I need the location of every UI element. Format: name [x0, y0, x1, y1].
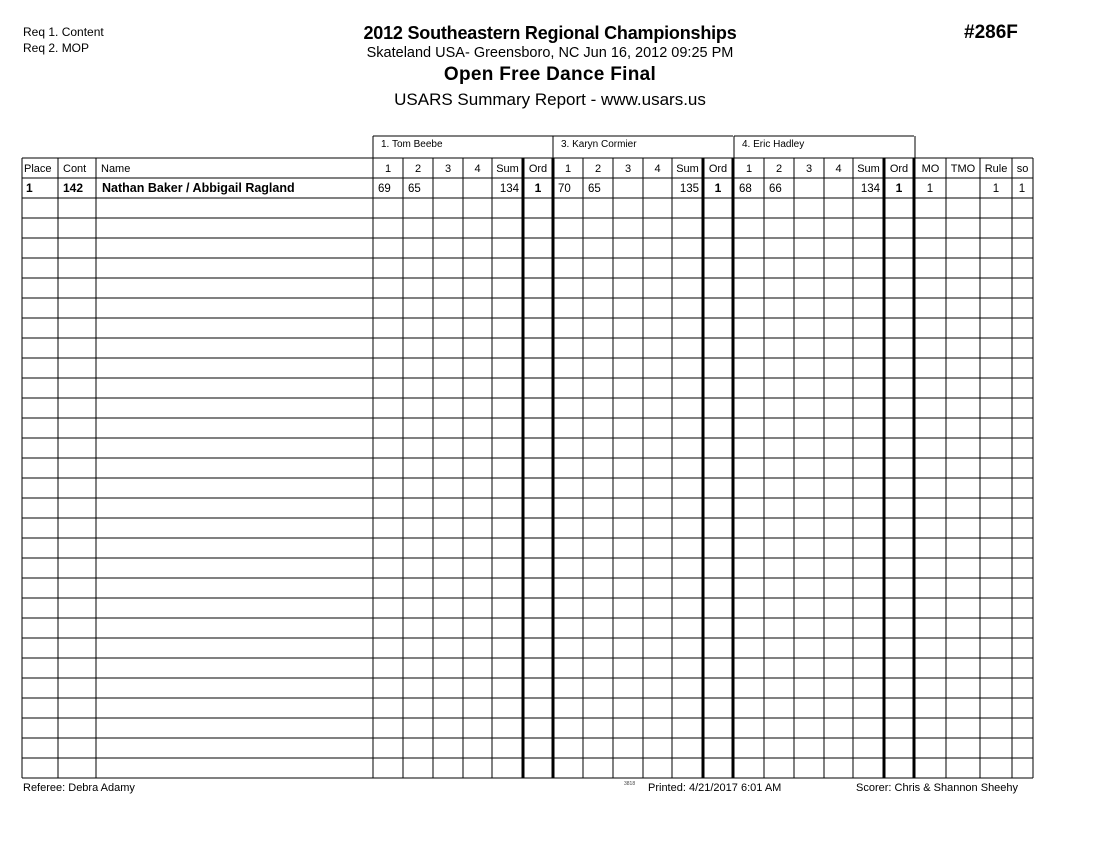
- col-header-score: 2: [414, 163, 422, 175]
- col-header-score: 1: [384, 163, 392, 175]
- event-name: Open Free Dance Final: [443, 64, 657, 85]
- col-header-score: 1: [745, 163, 753, 175]
- col-header-score: 4: [835, 163, 842, 175]
- cell-so: 1: [1018, 183, 1026, 195]
- cell-cont: 142: [63, 181, 84, 195]
- cell-score: 65: [588, 183, 601, 195]
- col-header-score: 3: [444, 163, 452, 175]
- col-header-total: TMO: [950, 163, 976, 175]
- cell-ord: 1: [534, 181, 542, 195]
- col-header-score: Ord: [889, 163, 909, 175]
- col-header-cont: Cont: [63, 163, 87, 175]
- venue-date-line: Skateland USA- Greensboro, NC Jun 16, 2012 09:25 PM: [366, 45, 734, 61]
- judge-name: 1. Tom Beebe: [381, 139, 443, 150]
- col-header-score: 2: [594, 163, 602, 175]
- col-header-score: 3: [805, 163, 813, 175]
- cell-score: 66: [769, 183, 782, 195]
- col-header-score: 1: [564, 163, 572, 175]
- cell-rule: 1: [992, 183, 1000, 195]
- cell-score: 68: [739, 183, 752, 195]
- col-header-score: Ord: [528, 163, 548, 175]
- requirement-1: Req 1. Content: [23, 25, 104, 39]
- cell-sum: 134: [499, 183, 519, 195]
- page-title: 2012 Southeastern Regional Championships: [363, 23, 737, 43]
- cell-score: 65: [408, 183, 421, 195]
- judge-name: 4. Eric Hadley: [742, 139, 805, 150]
- footer-mark: 3818: [624, 781, 636, 787]
- col-header-total: so: [1016, 163, 1029, 175]
- judge-name: 3. Karyn Cormier: [561, 139, 637, 150]
- cell-place: 1: [26, 181, 33, 195]
- footer-scorer: Scorer: Chris & Shannon Sheehy: [856, 782, 1019, 794]
- report-name: USARS Summary Report - www.usars.us: [394, 90, 706, 109]
- col-header-score: Sum: [676, 163, 699, 175]
- cell-sum: 135: [679, 183, 699, 195]
- requirement-2: Req 2. MOP: [23, 41, 90, 55]
- col-header-score: 4: [654, 163, 661, 175]
- footer-printed: Printed: 4/21/2017 6:01 AM: [648, 782, 782, 794]
- event-code: #286F: [964, 22, 1018, 43]
- col-header-place: Place: [24, 163, 52, 175]
- cell-ord: 1: [714, 181, 722, 195]
- footer-referee: Referee: Debra Adamy: [23, 782, 135, 794]
- cell-name: Nathan Baker / Abbigail Ragland: [102, 181, 295, 195]
- col-header-score: 2: [775, 163, 783, 175]
- col-header-score: 3: [624, 163, 632, 175]
- cell-sum: 134: [860, 183, 880, 195]
- col-header-score: Sum: [857, 163, 880, 175]
- cell-mo: 1: [926, 183, 934, 195]
- col-header-total: MO: [921, 163, 940, 175]
- cell-ord: 1: [895, 181, 903, 195]
- col-header-name: Name: [101, 163, 131, 175]
- col-header-score: Sum: [496, 163, 519, 175]
- col-header-score: Ord: [708, 163, 728, 175]
- col-header-total: Rule: [984, 163, 1008, 175]
- cell-score: 69: [378, 183, 391, 195]
- cell-score: 70: [558, 183, 571, 195]
- col-header-score: 4: [474, 163, 481, 175]
